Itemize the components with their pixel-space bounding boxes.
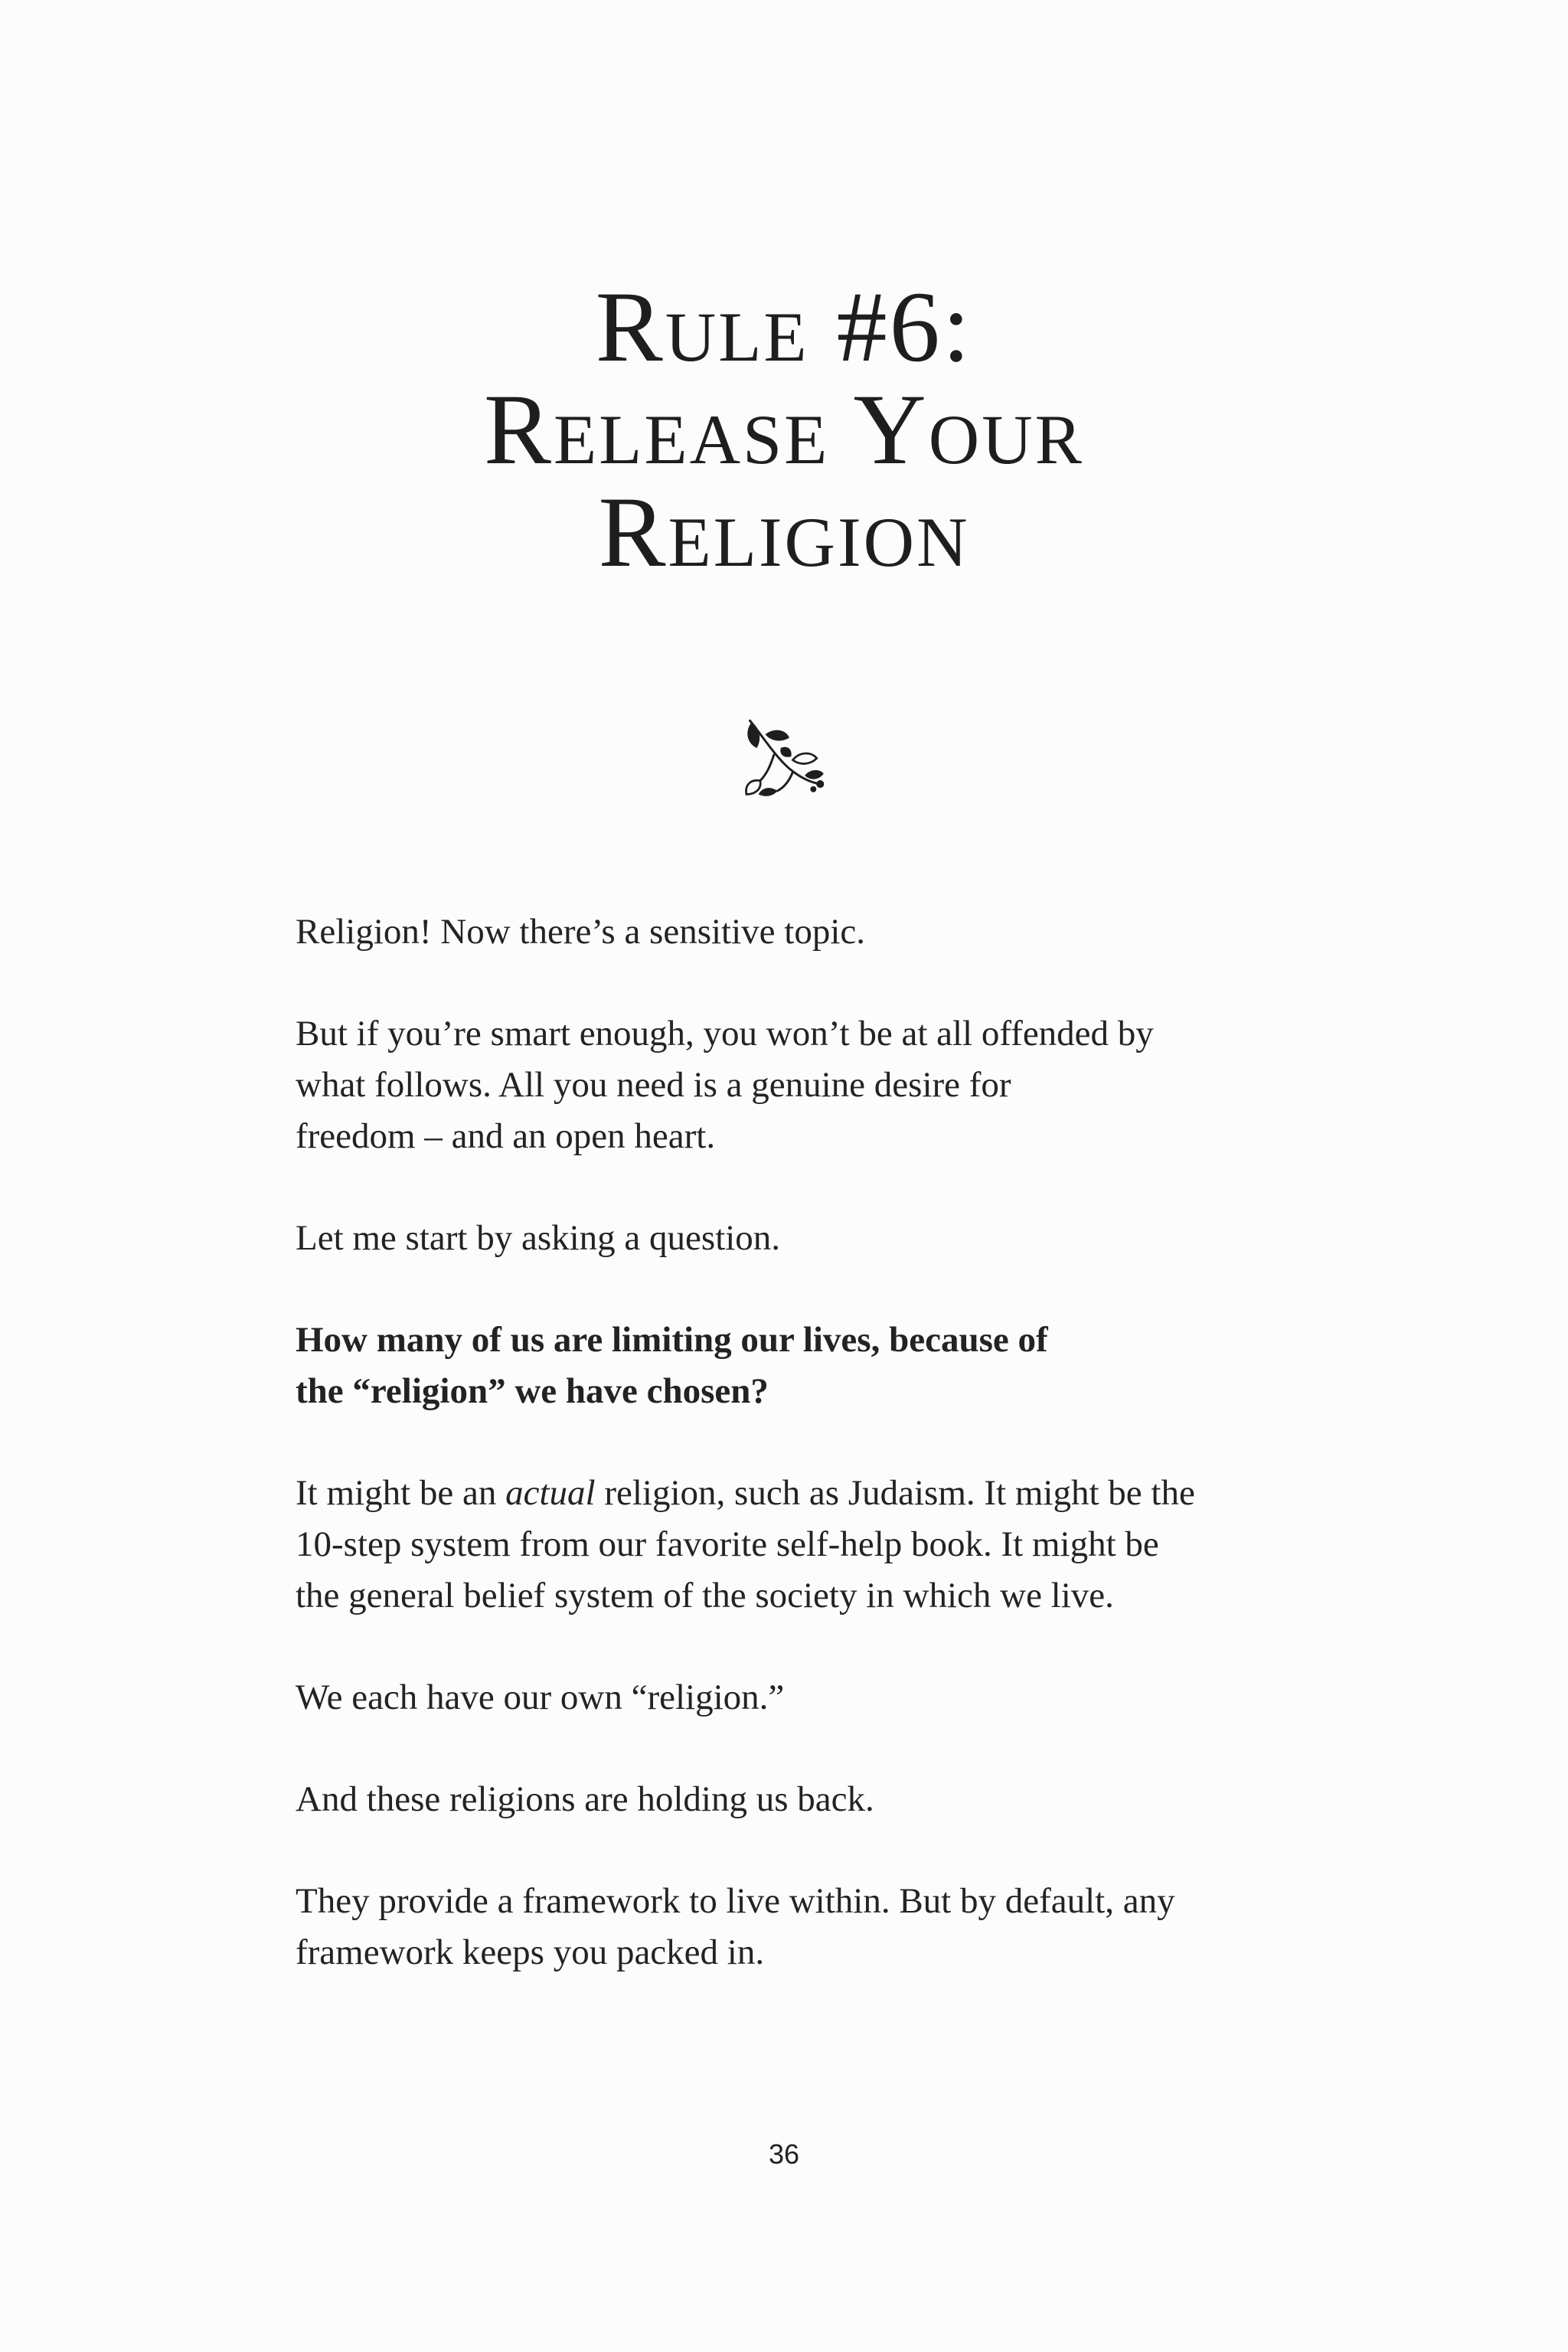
paragraph-5-line-1-end: religion, such as Judaism. It might be the <box>595 1473 1195 1513</box>
paragraph-4-question <box>296 1315 1306 1417</box>
body-text <box>296 906 1306 2029</box>
paragraph-5-line-3: the general belief system of the society in which we live. <box>296 1576 1114 1615</box>
page-number: 36 <box>768 2138 800 2170</box>
paragraph-8-line-1: They provide a framework to live within. But by default, any <box>296 1881 1175 1921</box>
paragraph-3: Let me start by asking a question. <box>296 1218 781 1258</box>
paragraph-2-line-3: freedom – and an open heart. <box>296 1116 716 1156</box>
paragraph-4-line-1: How many of us are limiting our lives, because of <box>296 1320 1048 1360</box>
paragraph-5-line-2: 10-step system from our favorite self-help book. It might be <box>296 1524 1159 1564</box>
paragraph-5-italic-word: actual <box>505 1473 596 1513</box>
paragraph-5-line-1-start: It might be an <box>296 1473 506 1513</box>
paragraph-7: And these religions are holding us back. <box>296 1779 874 1819</box>
paragraph-8-line-2: framework keeps you packed in. <box>296 1932 765 1972</box>
paragraph-5-line-1 <box>296 1468 1306 1519</box>
paragraph-8 <box>296 1876 1306 1978</box>
chapter-title-line-1: Rule #6: <box>595 270 973 383</box>
paragraph-1: Religion! Now there’s a sensitive topic. <box>296 912 866 952</box>
paragraph-4-line-2: the “religion” we have chosen? <box>296 1371 769 1411</box>
chapter-title <box>0 270 1568 588</box>
paragraph-2-line-1: But if you’re smart enough, you won’t be at all offended by <box>296 1014 1154 1054</box>
chapter-title-line-2: Release Your <box>483 373 1085 485</box>
paragraph-2-line-2: what follows. All you need is a genuine desire for <box>296 1065 1011 1105</box>
chapter-title-line-3: Religion <box>598 475 970 588</box>
paragraph-6: We each have our own “religion.” <box>296 1677 785 1717</box>
leaf-sprig-icon <box>740 712 825 798</box>
paragraph-5 <box>296 1468 1306 1622</box>
paragraph-2 <box>296 1008 1306 1162</box>
